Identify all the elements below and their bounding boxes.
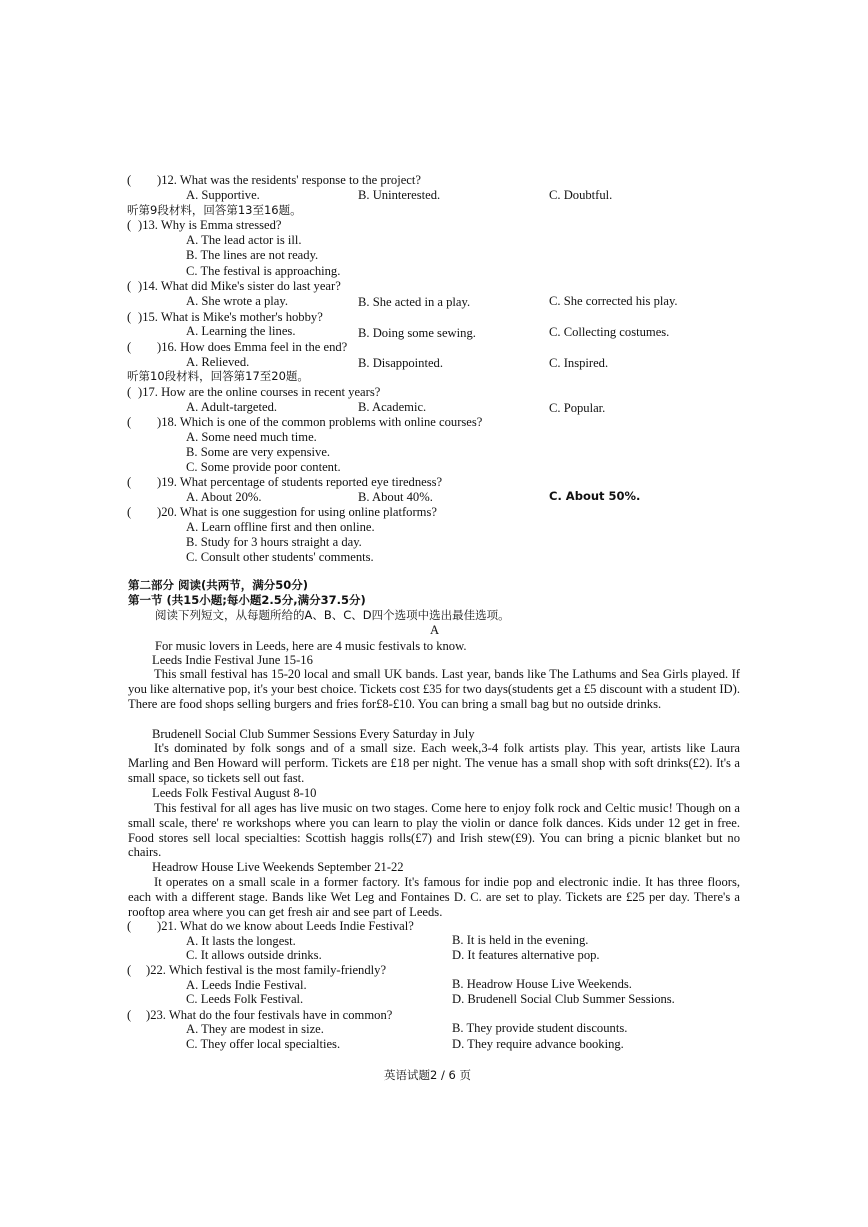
q14-stem: )14. What did Mike's sister do last year? — [138, 279, 341, 293]
q20-option-b: B. Study for 3 hours straight a day. — [186, 535, 362, 549]
q14-option-c: C. She corrected his play. — [549, 294, 678, 308]
q13-option-a: A. The lead actor is ill. — [186, 233, 302, 247]
q14-paren: ( — [127, 279, 132, 293]
q22-paren: ( — [127, 963, 132, 977]
q14-option-b: B. She acted in a play. — [358, 295, 471, 309]
q23-paren: ( — [127, 1008, 132, 1022]
q21-option-d: D. It features alternative pop. — [452, 948, 600, 962]
festival-heading: Headrow House Live Weekends September 21-22 — [152, 860, 404, 874]
section-one-title: 第一节 (共15小题;每小题2.5分,满分37.5分) — [128, 593, 366, 607]
passage-intro: For music lovers in Leeds, here are 4 music festivals to know. — [155, 639, 467, 653]
q21-option-a: A. It lasts the longest. — [186, 934, 296, 948]
q17-option-a: A. Adult-targeted. — [186, 400, 278, 414]
page-footer: 英语试题2 / 6 页 — [384, 1068, 471, 1082]
q23-option-c: C. They offer local specialties. — [186, 1037, 341, 1051]
festival-description-text: This festival for all ages has live music on two stages. Come here to enjoy folk rock and Celtic music! Though on a small scale, there' re workshops where you can learn to play the violin or dance folk dances. Kids under 12 get in free. Food stores sell local specialties: Scottish haggis rolls(£7) and Irish stew(£9). You can bring a picnic blanket but no chairs. — [128, 801, 740, 860]
festival-heading: Leeds Folk Festival August 8-10 — [152, 786, 317, 800]
q15-stem: )15. What is Mike's mother's hobby? — [138, 310, 323, 324]
section-9-instruction: 听第9段材料，回答第13至16题。 — [127, 203, 302, 217]
q20-stem: )20. What is one suggestion for using online platforms? — [157, 505, 437, 519]
q22-option-d: D. Brudenell Social Club Summer Sessions. — [452, 992, 675, 1006]
q16-option-c: C. Inspired. — [549, 356, 609, 370]
q22-stem: )22. Which festival is the most family-friendly? — [146, 963, 387, 977]
passage-letter: A — [430, 623, 440, 637]
q14-option-a: A. She wrote a play. — [186, 294, 289, 308]
q22-option-b: B. Headrow House Live Weekends. — [452, 977, 632, 991]
q16-stem: )16. How does Emma feel in the end? — [157, 340, 348, 354]
part-two-title: 第二部分 阅读(共两节，满分50分) — [128, 578, 309, 592]
festival-description-text: It's dominated by folk songs and of a small size. Each week,3-4 folk artists play. This year, artists like Laura Marling and Ben Howard will perform. Tickets are £18 per night. The venue has a small shop with soft drinks(£2). It's a small space, so tickets sell out fast. — [128, 741, 740, 785]
q17-stem: )17. How are the online courses in recent years? — [138, 385, 381, 399]
section-10-instruction: 听第10段材料，回答第17至20题。 — [127, 369, 309, 383]
q17-paren: ( — [127, 385, 132, 399]
q19-paren: ( — [127, 475, 132, 489]
q13-paren: ( — [127, 218, 132, 232]
q13-stem: )13. Why is Emma stressed? — [138, 218, 282, 232]
q23-option-d: D. They require advance booking. — [452, 1037, 624, 1051]
festival-description — [128, 875, 740, 919]
festival-description — [128, 801, 740, 860]
q12-option-c: C. Doubtful. — [549, 188, 613, 202]
q18-option-b: B. Some are very expensive. — [186, 445, 331, 459]
q22-option-a: A. Leeds Indie Festival. — [186, 978, 307, 992]
q22-option-c: C. Leeds Folk Festival. — [186, 992, 304, 1006]
festival-heading: Brudenell Social Club Summer Sessions Every Saturday in July — [152, 727, 475, 741]
q20-option-c: C. Consult other students' comments. — [186, 550, 374, 564]
q20-option-a: A. Learn offline first and then online. — [186, 520, 375, 534]
q15-option-c: C. Collecting costumes. — [549, 325, 670, 339]
q16-option-b: B. Disappointed. — [358, 356, 444, 370]
q13-option-c: C. The festival is approaching. — [186, 264, 341, 278]
q12-stem: )12. What was the residents' response to the project? — [157, 173, 421, 187]
q18-paren: ( — [127, 415, 132, 429]
q23-stem: )23. What do the four festivals have in common? — [146, 1008, 393, 1022]
q12-option-b: B. Uninterested. — [358, 188, 441, 202]
q19-option-c: C. About 50%. — [549, 489, 641, 503]
festival-description-text: This small festival has 15-20 local and small UK bands. Last year, bands like The Lathums and Sea Girls played. If you like alternative pop, it's your best choice. Tickets cost £35 for two days(students get a £5 discount with a student ID). There are food shops selling burgers and fries for£8-£10. You can bring a small bag but no outside drinks. — [128, 667, 740, 711]
festival-heading: Leeds Indie Festival June 15-16 — [152, 653, 313, 667]
q18-stem: )18. Which is one of the common problems with online courses? — [157, 415, 483, 429]
q12-paren: ( — [127, 173, 132, 187]
q13-option-b: B. The lines are not ready. — [186, 248, 319, 262]
q18-option-c: C. Some provide poor content. — [186, 460, 341, 474]
reading-instruction: 阅读下列短文，从每题所给的A、B、C、D四个选项中选出最佳选项。 — [155, 608, 510, 622]
q23-option-a: A. They are modest in size. — [186, 1022, 324, 1036]
q16-paren: ( — [127, 340, 132, 354]
q19-option-a: A. About 20%. — [186, 490, 262, 504]
q18-option-a: A. Some need much time. — [186, 430, 317, 444]
q21-stem: )21. What do we know about Leeds Indie Festival? — [157, 919, 414, 933]
festival-description-text: It operates on a small scale in a former factory. It's famous for indie pop and electronic indie. It has three floors, each with a different stage. Bands like Wet Leg and Fontaines D. C. are set to play. Tickets are £25 per day. There's a rooftop area where you can get fresh air and see part of Leeds. — [128, 875, 740, 919]
q17-option-c: C. Popular. — [549, 401, 606, 415]
q20-paren: ( — [127, 505, 132, 519]
q21-paren: ( — [127, 919, 132, 933]
q19-option-b: B. About 40%. — [358, 490, 433, 504]
festival-description — [128, 741, 740, 785]
q15-option-b: B. Doing some sewing. — [358, 326, 476, 340]
q16-option-a: A. Relieved. — [186, 355, 250, 369]
q23-option-b: B. They provide student discounts. — [452, 1021, 628, 1035]
q21-option-c: C. It allows outside drinks. — [186, 948, 322, 962]
q15-option-a: A. Learning the lines. — [186, 324, 296, 338]
festival-description — [128, 667, 740, 711]
q15-paren: ( — [127, 310, 132, 324]
q19-stem: )19. What percentage of students reported eye tiredness? — [157, 475, 443, 489]
q12-option-a: A. Supportive. — [186, 188, 260, 202]
q17-option-b: B. Academic. — [358, 400, 427, 414]
q21-option-b: B. It is held in the evening. — [452, 933, 589, 947]
